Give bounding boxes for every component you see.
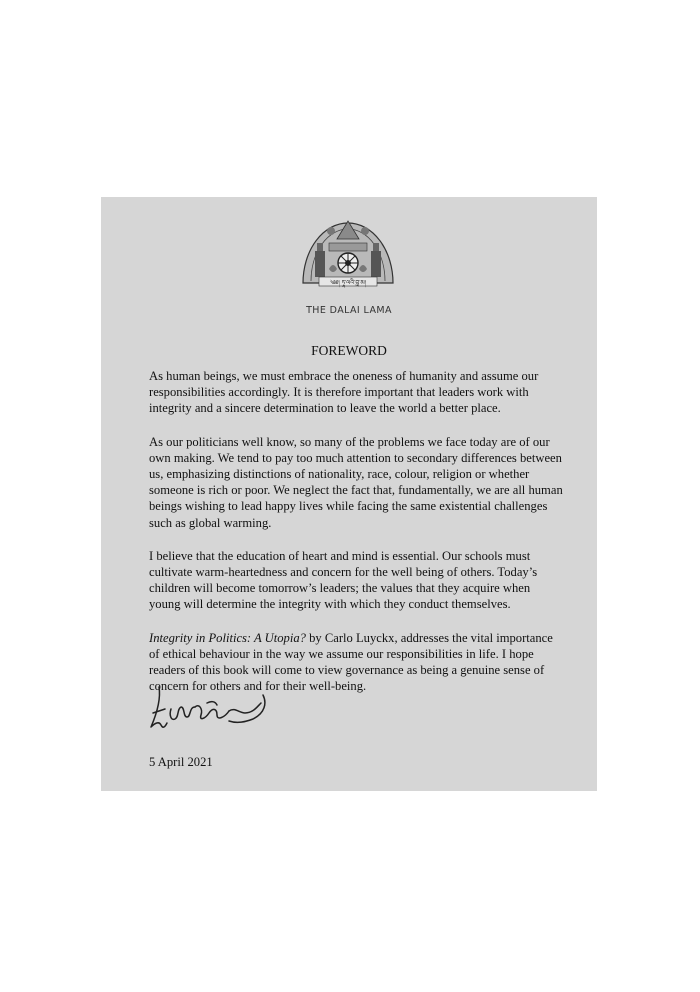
seal-inscription: ༄༅། ཏཱ་ལའི་བླ་མ། [329, 279, 367, 287]
paragraph: I believe that the education of heart and mind is essential. Our schools must cultivate warm-heartedness and concern for the well being of others. Today’s children will become tomorrow’s leaders; the values that they acquire when young will determine the integrity with which they conduct themselves. [149, 548, 538, 612]
paragraph: As human beings, we must embrace the oneness of humanity and assume our responsibilities accordingly. It is therefore important that leaders work with integrity and a sincere determination to leave the world a better place. [149, 369, 539, 416]
office-label: THE DALAI LAMA [306, 305, 392, 316]
letter-page [101, 197, 597, 791]
date: 5 April 2021 [149, 755, 213, 769]
closing-text: by Carlo Luyckx, addresses the vital importance of ethical behaviour in the way we assume our responsibilities in life. I hope readers of this book will come to view governance as being a genuine sense of concern for others and for their well-being. [149, 630, 553, 694]
book-title: Integrity in Politics: A Utopia? [149, 630, 306, 645]
handwritten-signature-icon [145, 673, 305, 737]
paragraph: As our politicians well know, so many of the problems we face today are of our own making. We tend to pay too much attention to secondary differences between us, emphasizing distinctions of nationality, race, colour, religion or whether someone is rich or poor. We neglect the fact that, fundamentally, we are all human beings wishing to lead happy lives while facing the same existential challenges such as global warming. [149, 434, 563, 530]
letter-body [149, 368, 564, 711]
dalai-lama-seal-icon [299, 209, 397, 293]
page-title: FOREWORD [311, 343, 387, 358]
